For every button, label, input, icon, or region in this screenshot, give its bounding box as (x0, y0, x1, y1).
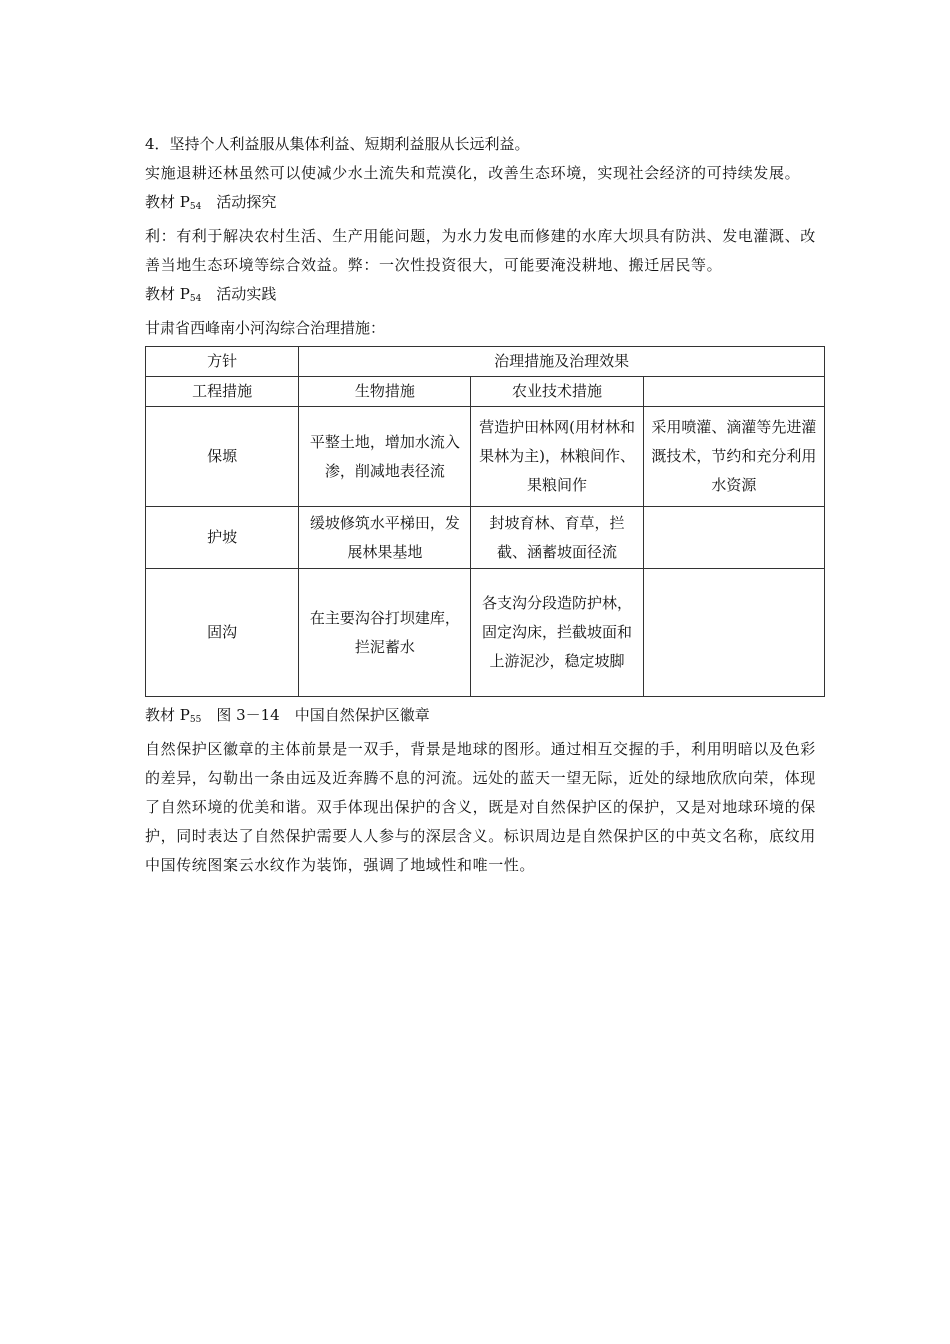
table-cell: 封坡育林、育草，拦截、涵蓄坡面径流 (471, 507, 643, 569)
table-cell (643, 569, 824, 697)
table-caption: 甘肃省西峰南小河沟综合治理措施： (145, 319, 386, 337)
table-cell: 护坡 (146, 507, 299, 569)
table-row (146, 569, 825, 697)
paragraph-emblem-description: 自然保护区徽章的主体前景是一双手，背景是地球的图形。通过相互交握的手，利用明暗以及色彩的差异，勾勒出一条由远及近奔腾不息的河流。远处的蓝天一望无际，近处的绿地欣欣向荣，体现了自然环境的优美和谐。双手体现出保护的含义，既是对自然保护区的保护，又是对地球环境的保护，同时表达了自然保护需要人人参与的深层含义。标识周边是自然保护区的中英文名称，底纹用中国传统图案云水纹作为装饰，强调了地域性和唯一性。 (145, 740, 816, 874)
table-cell: 在主要沟谷打坝建库，拦泥蓄水 (299, 569, 471, 697)
table-header-row-1 (146, 347, 825, 377)
table-header-cell: 方针 (146, 347, 299, 377)
reference-prefix: 教材 P (145, 285, 190, 303)
reference-title: 活动探究 (201, 193, 277, 211)
point-4: 4．坚持个人利益服从集体利益、短期利益服从长远利益。 (145, 135, 530, 153)
table-cell: 采用喷灌、滴灌等先进灌溉技术，节约和充分利用水资源 (643, 407, 824, 507)
table-header-cell: 工程措施 (146, 377, 299, 407)
document-page (145, 130, 825, 880)
table-cell: 各支沟分段造防护林，固定沟床，拦截坡面和上游泥沙，稳定坡脚 (471, 569, 643, 697)
table-header-row-2 (146, 377, 825, 407)
page-number: 55 (189, 715, 202, 725)
table-header-cell: 农业技术措施 (471, 377, 643, 407)
table-row (146, 407, 825, 507)
governance-measures-table (145, 346, 825, 697)
table-cell: 营造护田林网(用材林和果林为主)，林粮间作、果粮间作 (471, 407, 643, 507)
page-number: 54 (189, 202, 202, 212)
table-row (146, 507, 825, 569)
page-number: 54 (189, 294, 202, 304)
table-header-cell: 生物措施 (299, 377, 471, 407)
reference-title: 图 3－14 中国自然保护区徽章 (201, 706, 430, 724)
table-header-cell (643, 377, 824, 407)
reference-title: 活动实践 (201, 285, 277, 303)
table-cell: 固沟 (146, 569, 299, 697)
textbook-reference-activity-practice (145, 280, 825, 314)
textbook-reference-activity-explore (145, 188, 825, 222)
table-cell: 保塬 (146, 407, 299, 507)
table-cell (643, 507, 824, 569)
paragraph-returning-farmland: 实施退耕还林虽然可以使减少水土流失和荒漠化，改善生态环境，实现社会经济的可持续发展。 (145, 164, 801, 182)
reference-prefix: 教材 P (145, 706, 190, 724)
table-cell: 缓坡修筑水平梯田，发展林果基地 (299, 507, 471, 569)
textbook-reference-figure (145, 701, 825, 735)
table-cell: 平整土地，增加水流入渗，削减地表径流 (299, 407, 471, 507)
table-header-cell: 治理措施及治理效果 (299, 347, 825, 377)
reference-prefix: 教材 P (145, 193, 190, 211)
paragraph-pros-cons: 利：有利于解决农村生活、生产用能问题，为水力发电而修建的水库大坝具有防洪、发电灌溉、改善当地生态环境等综合效益。弊：一次性投资很大，可能要淹没耕地、搬迁居民等。 (145, 227, 816, 274)
